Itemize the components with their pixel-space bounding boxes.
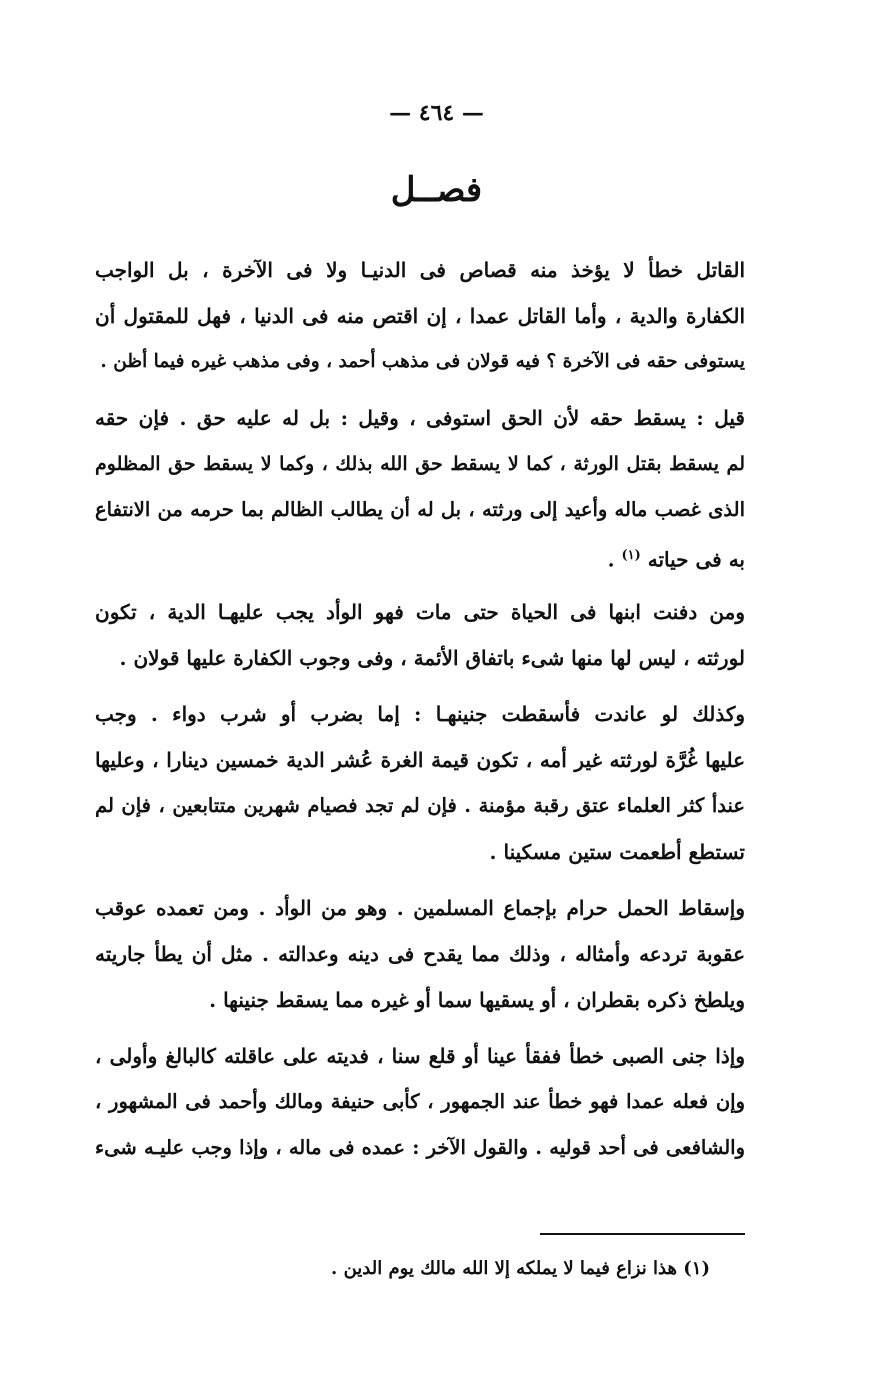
text-line: عندأ كثر العلماء عتق رقبة مؤمنة . فإن لم تجد فصيام شهرين متتابعين ، فإن لم — [95, 794, 745, 817]
text-line: الذى غصب ماله وأعيد إلى ورثته ، بل له أن يطالب الظالم بما حرمه من الانتفاع — [95, 498, 745, 521]
text-line: القاتل خطأ لا يؤخذ منه قصاص فى الدنيـا ولا فى الآخرة ، بل الواجب — [95, 258, 746, 282]
text-line: لم يسقط بقتل الورثة ، كما لا يسقط حق الله بذلك ، وكما لا يسقط حق المظلوم — [95, 453, 745, 475]
footnote: (١) هذا نزاع فيما لا يملكه إلا الله مالك يوم الدين . — [331, 1258, 710, 1279]
text-line: يستوفى حقه فى الآخرة ؟ فيه قولان فى مذهب أحمد ، وفى مذهب غيره فيما أظن . — [100, 351, 745, 372]
text-line: قيل : يسقط حقه لأن الحق استوفى ، وقيل : بل له عليه حق . فإن حقه — [95, 406, 745, 430]
text-line: وكذلك لو عاندت فأسقطت جنينهـا : إما بضرب أو شرب دواء . وجب — [95, 702, 745, 726]
line-tail: . — [607, 547, 622, 572]
text-line: وإذا جنى الصبى خطأ ففقأ عينا أو قلع سنا ، فديته على عاقلته كالبالغ وأولى ، — [95, 1044, 745, 1068]
text-line-content: به فى حياته — [647, 547, 745, 572]
paragraph — [95, 1033, 745, 1171]
text-line: تستطع أطعمت ستين مسكينا . — [489, 840, 745, 864]
text-line: عليها غُرَّة لورثته غير أمه ، تكون قيمة الغرة عُشر الدية خمسين دينارا ، وعليها — [95, 748, 745, 772]
text-line: عقوبة تردعه وأمثاله ، وذلك مما يقدح فى دينه وعدالته . مثل أن يطأ جاريته — [95, 942, 745, 966]
text-line: الكفارة والدية ، وأما القاتل عمدا ، إن اقتص منه فى الدنيا ، فهل للمقتول أن — [95, 304, 745, 328]
paragraph — [95, 395, 745, 579]
text-line — [95, 533, 745, 579]
text-line: وإن فعله عمدا فهو خطأ عند الجمهور ، كأبى حنيفة ومالك وأحمد فى المشهور ، — [95, 1090, 745, 1113]
text-line: ويلطخ ذكره بقطران ، أو يسقيها سما أو غيره مما يسقط جنينها . — [209, 988, 745, 1012]
body-text — [95, 247, 745, 1171]
paragraph — [95, 691, 745, 875]
footnote-divider — [540, 1233, 745, 1235]
text-line: ومن دفنت ابنها فى الحياة حتى مات فهو الوأد يجب عليهـا الدية ، تكون — [95, 600, 745, 624]
page-number: — ٤٦٤ — — [389, 100, 484, 126]
section-title: فصــل — [390, 170, 483, 210]
text-line: وإسقاط الحمل حرام بإجماع المسلمين . وهو من الوأد . ومن تعمده عوقب — [95, 896, 745, 920]
text-line: والشافعى فى أحد قوليه . والقول الآخر : عمده فى ماله ، وإذا وجب عليـه شىء — [95, 1136, 745, 1159]
paragraph — [95, 247, 745, 385]
footnote-marker: (١) — [621, 548, 641, 563]
paragraph — [95, 589, 745, 681]
paragraph — [95, 885, 745, 1023]
text-line: لورثته ، ليس لها منها شىء باتفاق الأئمة ، وفى وجوب الكفارة عليها قولان . — [119, 646, 745, 670]
